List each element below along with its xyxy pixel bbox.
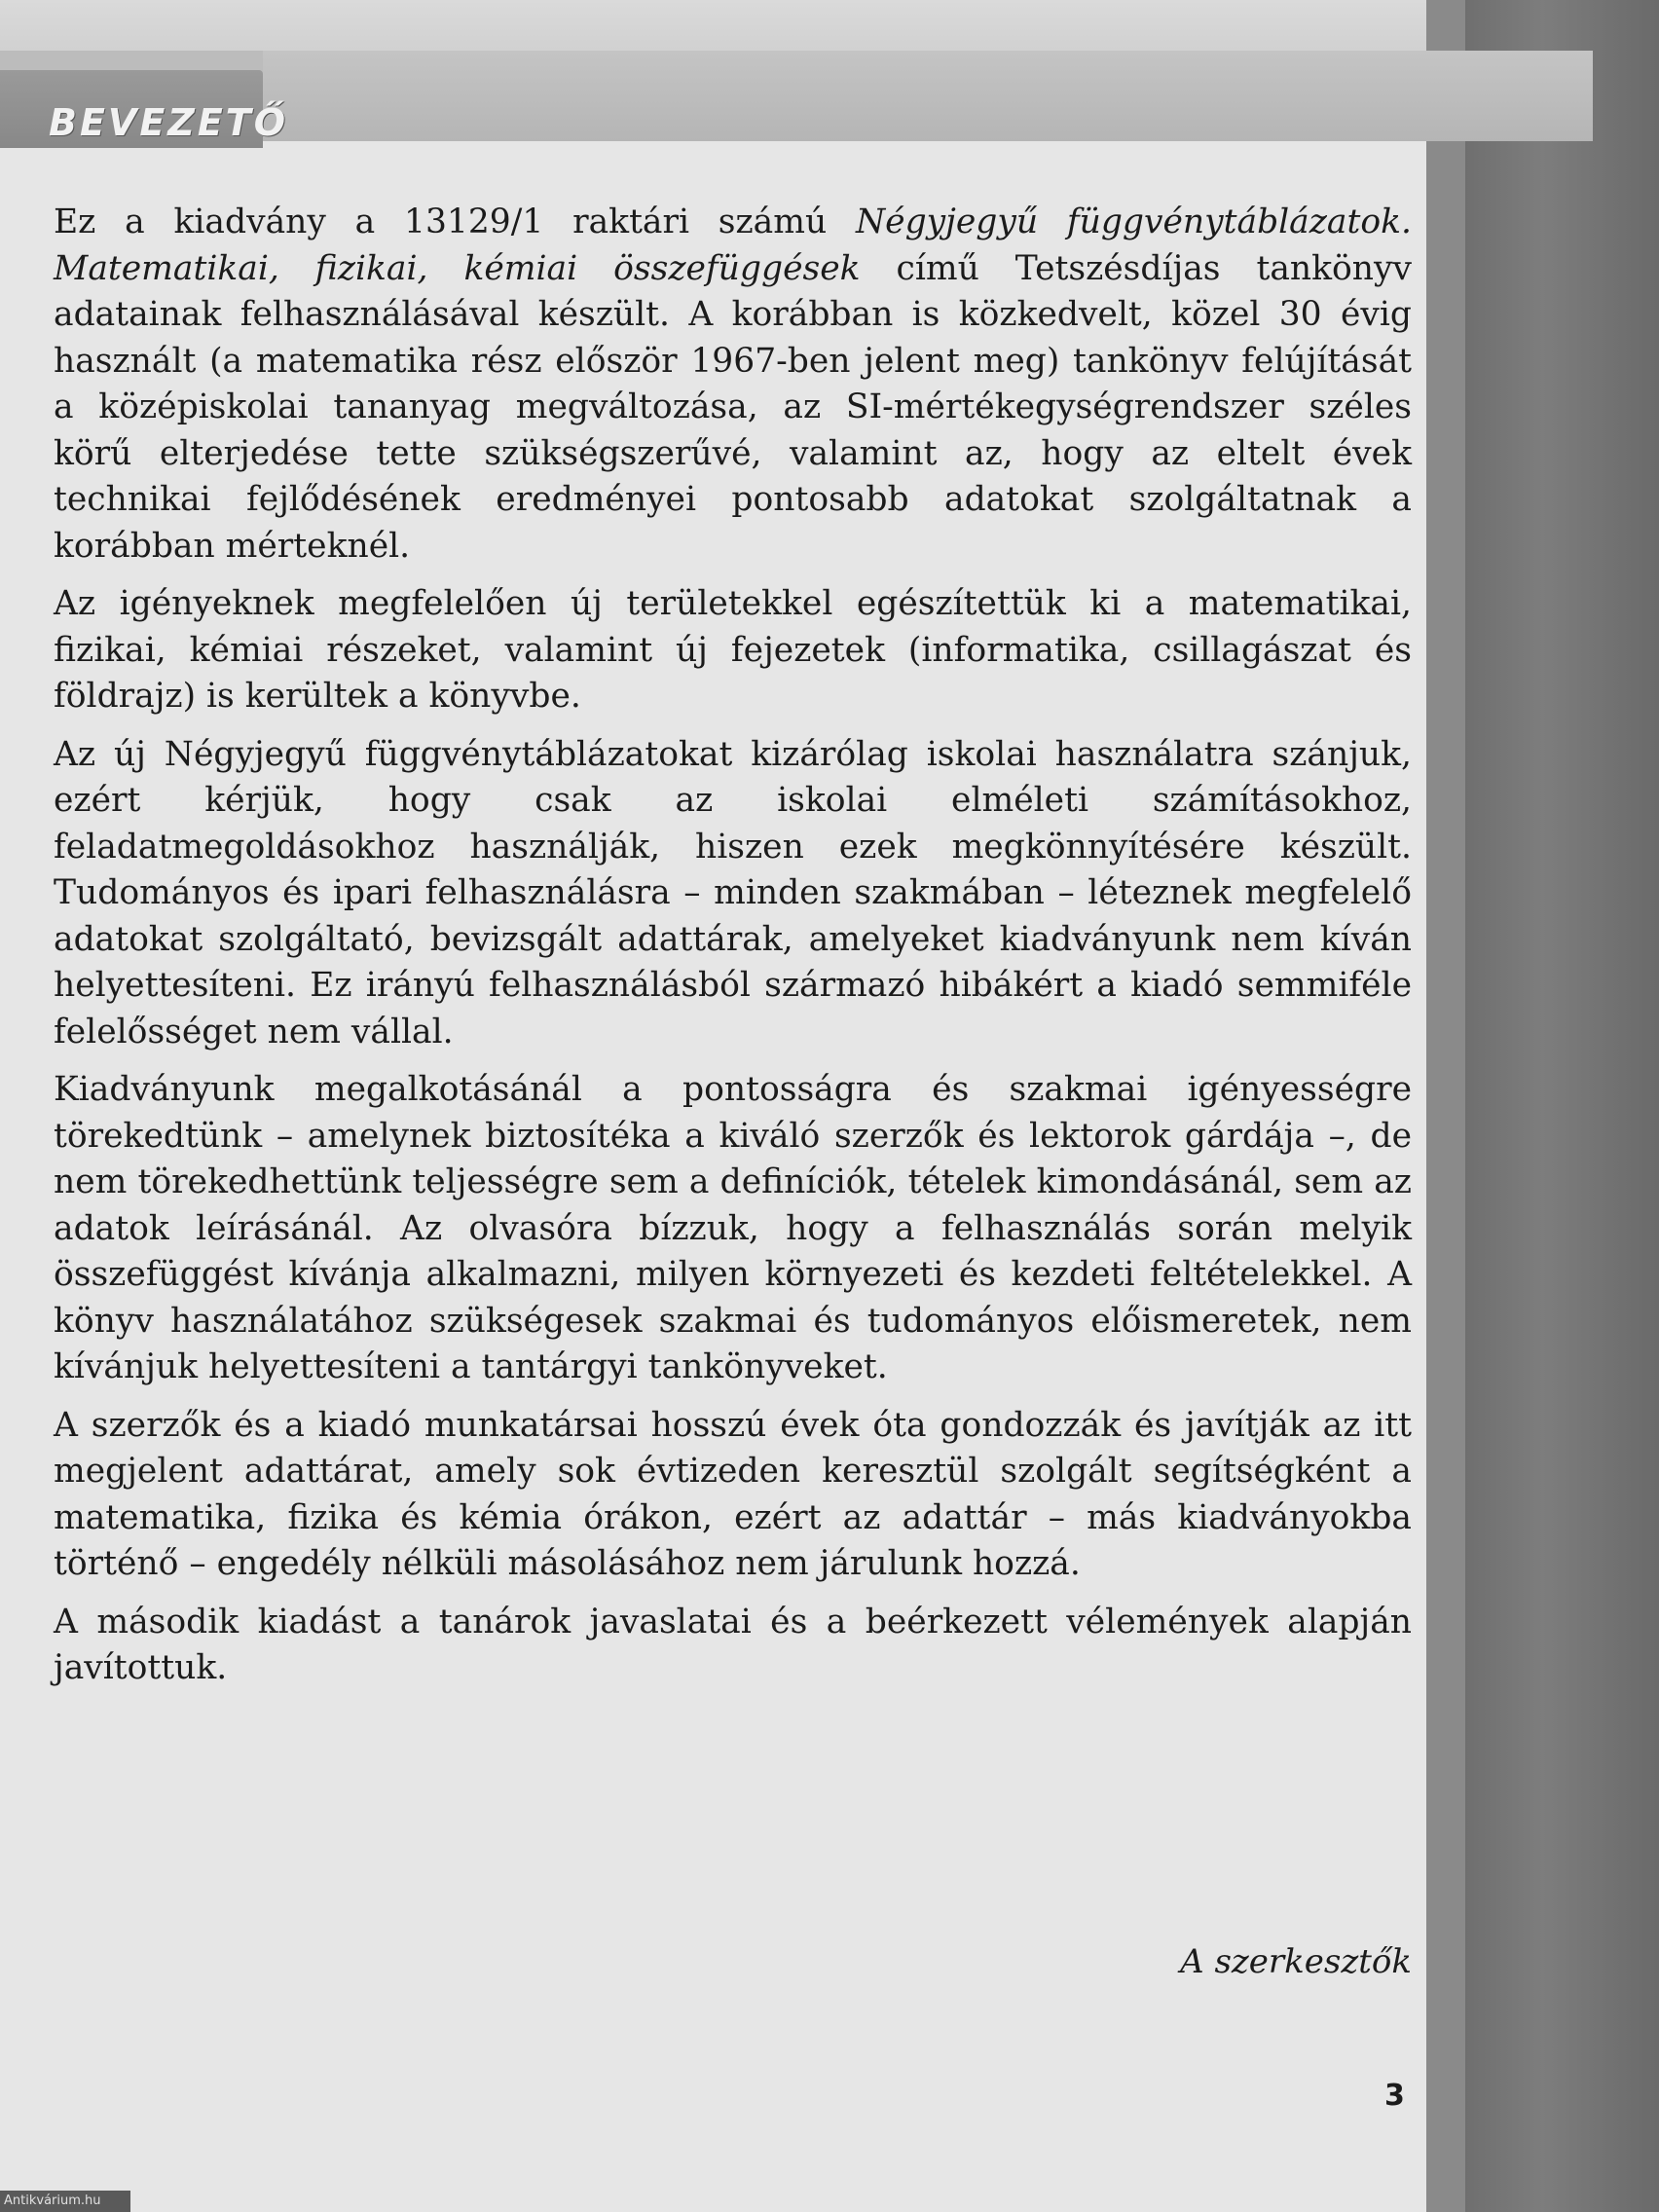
paragraph-6: A második kiadást a tanárok javaslatai és a beérkezett vélemények alapján javítottuk. [54, 1602, 1412, 1687]
paragraph-4: Kiadványunk megalkotásánál a pontosságra és szakmai igényességre törekedtünk – amelynek biztosítéka a kiváló szerzők és lektorok gárdája –, de nem törekedhettünk teljességre sem a definíciók, tételek kimondásánál, sem az adatok leírásánál. Az olvasóra bízzuk, hogy a felhasználás során melyik összefüggést kívánja alkalmazni, milyen környezeti és kezdeti feltételekkel. A könyv használatához szükségesek szakmai és tudományos előismeretek, nem kívánjuk helyettesíteni a tantárgyi tankönyveket. [54, 1070, 1412, 1386]
signature: A szerkesztők [1180, 1942, 1412, 1981]
page-number: 3 [1384, 2079, 1405, 2113]
paragraph-3: Az új Négyjegyű függvénytáblázatokat kizárólag iskolai használatra szánjuk, ezért kérjük, hogy csak az iskolai elméleti számításokhoz, feladatmegoldásokhoz használják, hiszen ezek megkönnyítésére készült. Tudományos és ipari felhasználásra – minden szakmában – léteznek megfelelő adatokat szolgáltató, bevizsgált adattárak, amelyeket kiadványunk nem kíván helyettesíteni. Ez irányú felhasználásból származó hibákért a kiadó semmiféle felelősséget nem vállal. [54, 734, 1412, 1051]
paragraph-1-start: Ez a kiadvány a 13129/1 raktári számú [54, 203, 856, 241]
section-title: BEVEZETŐ [49, 101, 289, 144]
paragraph-5: A szerzők és a kiadó munkatársai hosszú évek óta gondozzák és javítják az itt megjelent adattárat, amely sok évtizeden keresztül szolgált segítségként a matematika, fizika és kémia órákon, ezért az adattár – más kiadványokba történő – engedély nélküli másolásához nem járulunk hozzá. [54, 1405, 1412, 1583]
introduction-text [54, 200, 1412, 1704]
paragraph-1 [54, 200, 1412, 570]
paragraph-2: Az igényeknek megfelelően új területekkel egészítettük ki a matematikai, fizikai, kémiai részeket, valamint új fejezetek (informatika, csillagászat és földrajz) is kerültek a könyvbe. [54, 584, 1412, 716]
paragraph-1-rest: című Tetszésdíjas tankönyv adatainak felhasználásával készült. A korábban is közkedvelt, közel 30 évig használt (a matematika rész először 1967-ben jelent meg) tankönyv felújítását a középiskolai tananyag megváltozása, az SI-mértékegységrendszer széles körű elterjedése tette szükségszerűvé, valamint az, hogy az eltelt évek technikai fejlődésének eredményei pontosabb adatokat szolgáltatnak a korábban mérteknél. [54, 248, 1412, 566]
book-title: Négyjegyű függvénytáblázatok. Matematikai, fizikai, kémiai összefüggések [54, 203, 1413, 288]
watermark: Antikvárium.hu [0, 2191, 130, 2212]
binding-shadow [1465, 0, 1659, 2212]
header-bar-fill [263, 51, 1593, 141]
